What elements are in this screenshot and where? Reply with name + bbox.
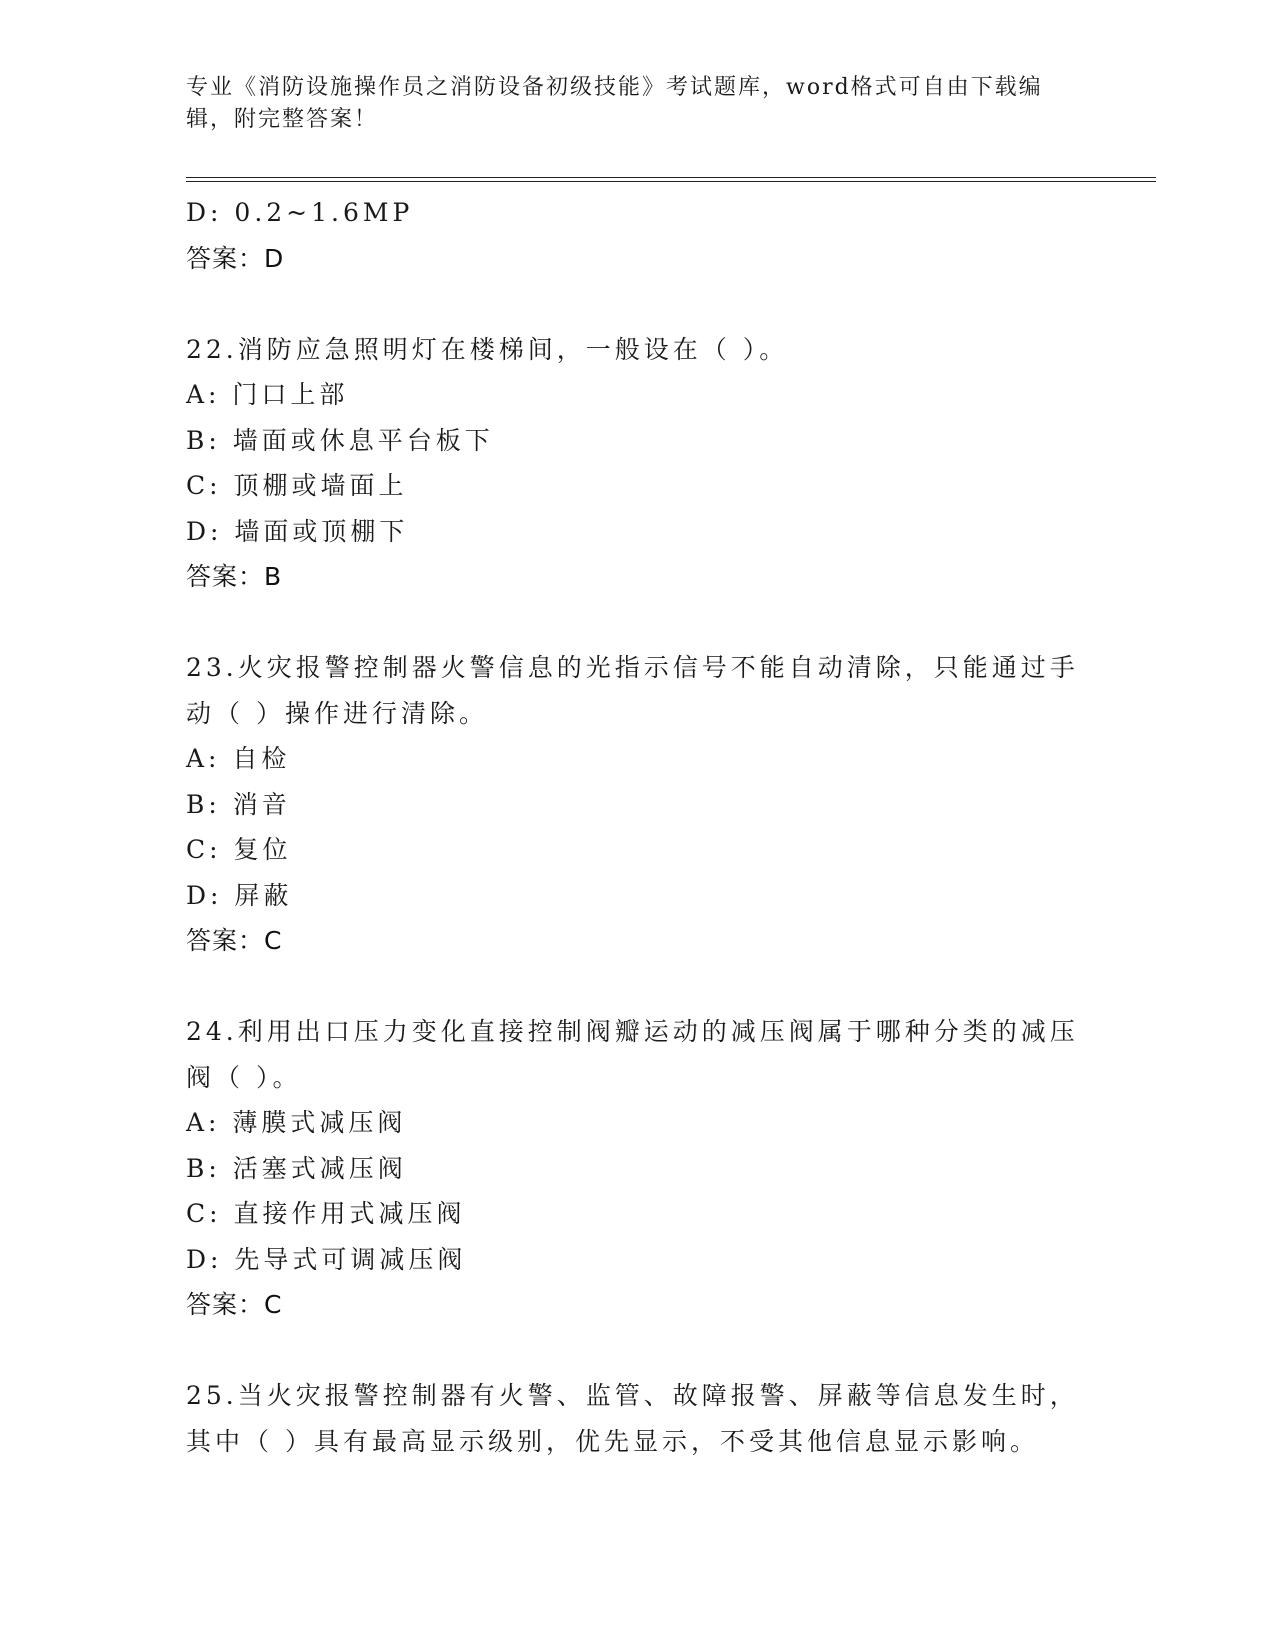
header-divider-top xyxy=(186,177,1156,178)
option-b: B: 消音 xyxy=(186,789,291,819)
answer: 答案：B xyxy=(186,562,283,591)
option-a: A: 薄膜式减压阀 xyxy=(186,1108,407,1137)
answer: 答案：C xyxy=(186,1290,283,1319)
option-c: C: 顶棚或墙面上 xyxy=(186,471,408,500)
option-d: D: 屏蔽 xyxy=(186,880,293,910)
option-d: D: 0.2~1.6MP xyxy=(186,198,414,227)
option-d: D: 墙面或顶棚下 xyxy=(186,516,409,546)
document-header: 专业《消防设施操作员之消防设备初级技能》考试题库，word格式可自由下载编辑，附完整答案！ xyxy=(186,75,1043,132)
question-stem-25-line1: 25.当火灾报警控制器有火警、监管、故障报警、屏蔽等信息发生时， xyxy=(186,1381,1079,1410)
question-stem-24-line1: 24.利用出口压力变化直接控制阀瓣运动的减压阀属于哪种分类的减压 xyxy=(186,1017,1079,1046)
option-a: A: 自检 xyxy=(186,744,291,773)
answer: 答案：D xyxy=(186,243,285,273)
question-stem-22: 22.消防应急照明灯在楼梯间，一般设在（ ）。 xyxy=(186,334,789,364)
option-d: D: 先导式可调减压阀 xyxy=(186,1244,467,1274)
question-stem-23-line1: 23.火灾报警控制器火警信息的光指示信号不能自动清除，只能通过手 xyxy=(186,653,1079,682)
question-stem-24-line2: 阀（ ）。 xyxy=(186,1062,302,1092)
answer: 答案：C xyxy=(186,926,283,955)
option-b: B: 墙面或休息平台板下 xyxy=(186,425,494,455)
question-stem-25-line2: 其中（ ）具有最高显示级别，优先显示，不受其他信息显示影响。 xyxy=(186,1426,1039,1456)
question-stem-23-line2: 动（ ）操作进行清除。 xyxy=(186,698,488,728)
question-list xyxy=(186,190,1086,1464)
header-divider-bottom xyxy=(186,181,1156,182)
option-c: C: 直接作用式减压阀 xyxy=(186,1199,466,1228)
option-c: C: 复位 xyxy=(186,835,292,864)
option-a: A: 门口上部 xyxy=(186,380,349,409)
option-b: B: 活塞式减压阀 xyxy=(186,1153,407,1183)
